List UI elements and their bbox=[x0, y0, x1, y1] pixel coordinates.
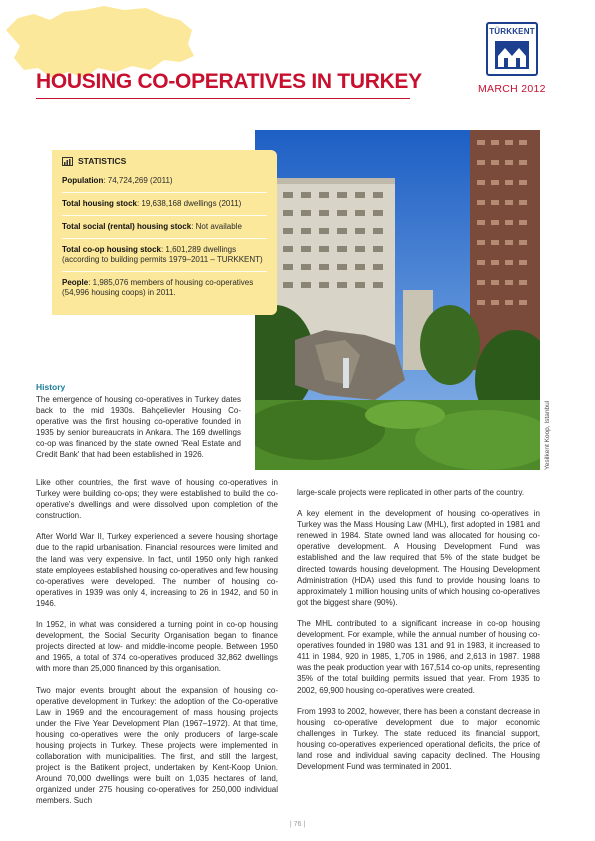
history-heading: History bbox=[36, 382, 66, 392]
chart-icon bbox=[62, 157, 73, 166]
statistics-box bbox=[52, 150, 277, 315]
stat-label: Total housing stock bbox=[62, 199, 137, 208]
left-column bbox=[36, 477, 278, 817]
paragraph: A key element in the development of housing co-operatives in Turkey was the Mass Housing Law (MHL), first adopted in 1981 and renewed in 1984. State owned land was allocated for housing co-operative development. A Housing Development Fund was established and the law required that 5% of the state budget be directed towards housing development. The Housing Development Administration (HDA) used this fund to provide housing loans to approximately 1 million housing units of which housing co-operatives got the biggest share (90%). bbox=[297, 509, 540, 607]
paragraph: The MHL contributed to a significant increase in co-op housing development. For example, while the annual number of housing co-operatives founded in 1980 was 131 and 91 in 1983, it increased to 411 in 1984, 920 in 1985, 1,705 in 1986, and 2,613 in 1987. 1988 was the peak production year with 167,514 co-op units, representing 35% of the total building permits issued that year. From 1935 to 2002, 69,900 housing co-operatives were created. bbox=[297, 618, 540, 695]
page-title: HOUSING CO-OPERATIVES IN TURKEY bbox=[36, 70, 422, 93]
housing-photo bbox=[255, 130, 540, 470]
stat-value: : Not available bbox=[191, 222, 242, 231]
statistics-heading bbox=[62, 156, 267, 166]
stat-social-housing bbox=[62, 216, 267, 239]
history-intro bbox=[36, 394, 241, 471]
stat-label: Population bbox=[62, 176, 104, 185]
stat-value: : 74,724,269 (2011) bbox=[103, 176, 173, 185]
stat-population bbox=[62, 170, 267, 193]
photo-credit: Yesilkent Koop, Istanbul bbox=[544, 400, 551, 470]
paragraph: The emergence of housing co-operatives in Turkey dates back to the mid 1930s. Bahçelievler Housing Co-operative was the first housing co-operative founded in 1935 by senior bureaucrats in Ankara. The 169 dwellings co-op was financed by the state owned 'Real Estate and Credit Bank' that had been established in 1926. bbox=[36, 395, 241, 460]
stat-coop-housing bbox=[62, 239, 267, 272]
paragraph: Like other countries, the first wave of housing co-operatives in Turkey were building co-ops; they were established to build the co-operative's dwellings and were dissolved upon completion of the construction. bbox=[36, 478, 278, 521]
stat-label: Total social (rental) housing stock bbox=[62, 222, 192, 231]
page-number: | 76 | bbox=[289, 821, 306, 828]
stat-value: : 19,638,168 dwellings (2011) bbox=[136, 199, 242, 208]
paragraph: Two major events brought about the expansion of housing co-operative development in Turkey: the adoption of the Co-operative Law in 1969 and the encouragement of mass housing projects under the Five Year Development Plan (1967–1972). At that time, housing co-operatives were the only producers of large-scale housing projects in Turkey. These projects were implemented in collaboration with municipalities. The first, and still the largest, project is the Batikent project, undertaken by Kent-Koop Union. Around 70,000 dwellings were built on 1,035 hectares of land, organized under 275 housing co-operatives for 250,000 individual members. Such bbox=[36, 685, 278, 806]
right-column bbox=[297, 487, 540, 782]
paragraph: From 1993 to 2002, however, there has been a constant decrease in housing co-operative development due to major economic challenges in Turkey. The state reduced its financial support, housing co-operatives experienced operational deficits, the price of land rose and individual saving capacity declined. The Housing Development Fund was terminated in 2001. bbox=[297, 706, 540, 772]
paragraph: In 1952, in what was considered a turning point in co-op housing development, the Social Security Organisation began to finance projects directed at low- and middle-income people. Between 1950 and 1965, a total of 374 co-operatives produced 32,862 dwellings with more than 25,000 financed by this organisation. bbox=[36, 620, 278, 674]
stat-housing-stock bbox=[62, 193, 267, 216]
logo-text: TÜRKKENT bbox=[489, 27, 535, 36]
paragraph: After World War II, Turkey experienced a severe housing shortage due to the rapid urbanisation. Financial resources were limited and the land was very expensive. In fact, until 1950 only high ranked state employees established housing co-operatives and few housing co-operatives were developed. The number of housing co-operatives in 1939 was only 4, increasing to 26 in 1942, and 50 in 1946. bbox=[36, 532, 278, 608]
stat-value: : 1,985,076 members of housing co-operatives (54,996 housing coops) in 2011. bbox=[62, 278, 254, 297]
logo-house-icon bbox=[494, 40, 530, 70]
issue-date: MARCH 2012 bbox=[478, 83, 546, 95]
paragraph: large-scale projects were replicated in other parts of the country. bbox=[297, 488, 525, 497]
title-underline bbox=[36, 98, 410, 99]
stat-label: Total co-op housing stock bbox=[62, 245, 161, 254]
turkkent-logo bbox=[486, 22, 538, 76]
statistics-heading-text: STATISTICS bbox=[78, 156, 127, 166]
stat-label: People bbox=[62, 278, 89, 287]
stat-people bbox=[62, 272, 267, 304]
stat-value: : 1,601,289 dwellings (according to building permits 1979–2011 – TURKKENT) bbox=[62, 245, 263, 264]
